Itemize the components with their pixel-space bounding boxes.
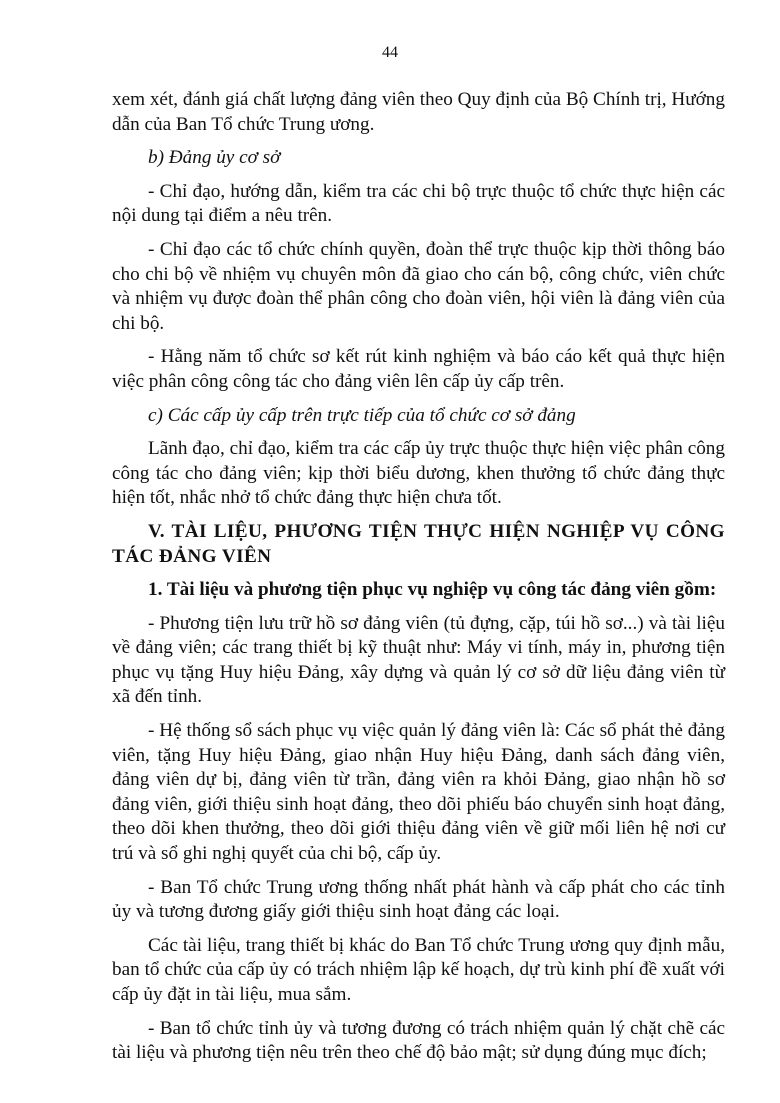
page-number: 44 [382, 44, 398, 61]
paragraph-1-item-1: - Phương tiện lưu trữ hồ sơ đảng viên (tủ đựng, cặp, túi hồ sơ...) và tài liệu về đảng viên; các trang thiết bị kỹ thuật như: Máy vi tính, máy in, phương tiện phục vụ tặng Huy hiệu Đảng, xây dựng và quản lý cơ sở dữ liệu đảng viên từ xã đến tỉnh. [112, 612, 725, 708]
section-v-heading: V. TÀI LIỆU, PHƯƠNG TIỆN THỰC HIỆN NGHIỆP VỤ CÔNG TÁC ĐẢNG VIÊN [112, 520, 725, 567]
paragraph-b-item-2: - Chỉ đạo các tổ chức chính quyền, đoàn thể trực thuộc kịp thời thông báo cho chi bộ về nhiệm vụ chuyên môn đã giao cho cán bộ, công chức, viên chức và nhiệm vụ được đoàn thể phân công cho đoàn viên, hội viên là đảng viên của chi bộ. [112, 238, 725, 334]
paragraph-b-item-1: - Chỉ đạo, hướng dẫn, kiểm tra các chi bộ trực thuộc tổ chức thực hiện các nội dung tại điểm a nêu trên. [112, 180, 725, 227]
document-body [112, 88, 725, 1075]
paragraph-1-item-2: - Hệ thống sổ sách phục vụ việc quản lý đảng viên là: Các sổ phát thẻ đảng viên, tặng Huy hiệu Đảng, giao nhận Huy hiệu Đảng, danh sách đảng viên, đảng viên dự bị, đảng viên từ trần, đảng viên ra khỏi Đảng, giao nhận hồ sơ đảng viên, giới thiệu sinh hoạt đảng, theo dõi phiếu báo chuyển sinh hoạt đảng, theo dõi khen thưởng, theo dõi giới thiệu đảng viên về giữ mối liên hệ nơi cư trú và sổ ghi nghị quyết của chi bộ, cấp ủy. [112, 720, 725, 865]
subsection-1-heading: 1. Tài liệu và phương tiện phục vụ nghiệp vụ công tác đảng viên gồm: [148, 579, 717, 601]
section-c-title: c) Các cấp ủy cấp trên trực tiếp của tổ chức cơ sở đảng [148, 404, 576, 426]
section-b-title: b) Đảng ủy cơ sở [148, 147, 281, 169]
paragraph-b-item-3: - Hằng năm tổ chức sơ kết rút kinh nghiệm và báo cáo kết quả thực hiện việc phân công công tác cho đảng viên lên cấp ủy cấp trên. [112, 346, 725, 392]
paragraph-1-item-5: - Ban tổ chức tỉnh ủy và tương đương có trách nhiệm quản lý chặt chẽ các tài liệu và phương tiện nêu trên theo chế độ bảo mật; sử dụng đúng mục đích; [112, 1017, 725, 1064]
paragraph-1-item-3: - Ban Tổ chức Trung ương thống nhất phát hành và cấp phát cho các tỉnh ủy và tương đương giấy giới thiệu sinh hoạt đảng các loại. [112, 876, 725, 923]
paragraph-c-body: Lãnh đạo, chỉ đạo, kiểm tra các cấp ủy trực thuộc thực hiện việc phân công công tác cho đảng viên; kịp thời biểu dương, khen thưởng tổ chức đảng thực hiện tốt, nhắc nhở tổ chức đảng thực hiện chưa tốt. [112, 438, 725, 509]
paragraph-1-item-4: Các tài liệu, trang thiết bị khác do Ban Tổ chức Trung ương quy định mẫu, ban tổ chức của cấp ủy có trách nhiệm lập kế hoạch, dự trù kinh phí đề xuất với cấp ủy đặt in tài liệu, mua sắm. [112, 934, 725, 1005]
paragraph-continuation: xem xét, đánh giá chất lượng đảng viên theo Quy định của Bộ Chính trị, Hướng dẫn của Ban Tổ chức Trung ương. [112, 89, 725, 135]
